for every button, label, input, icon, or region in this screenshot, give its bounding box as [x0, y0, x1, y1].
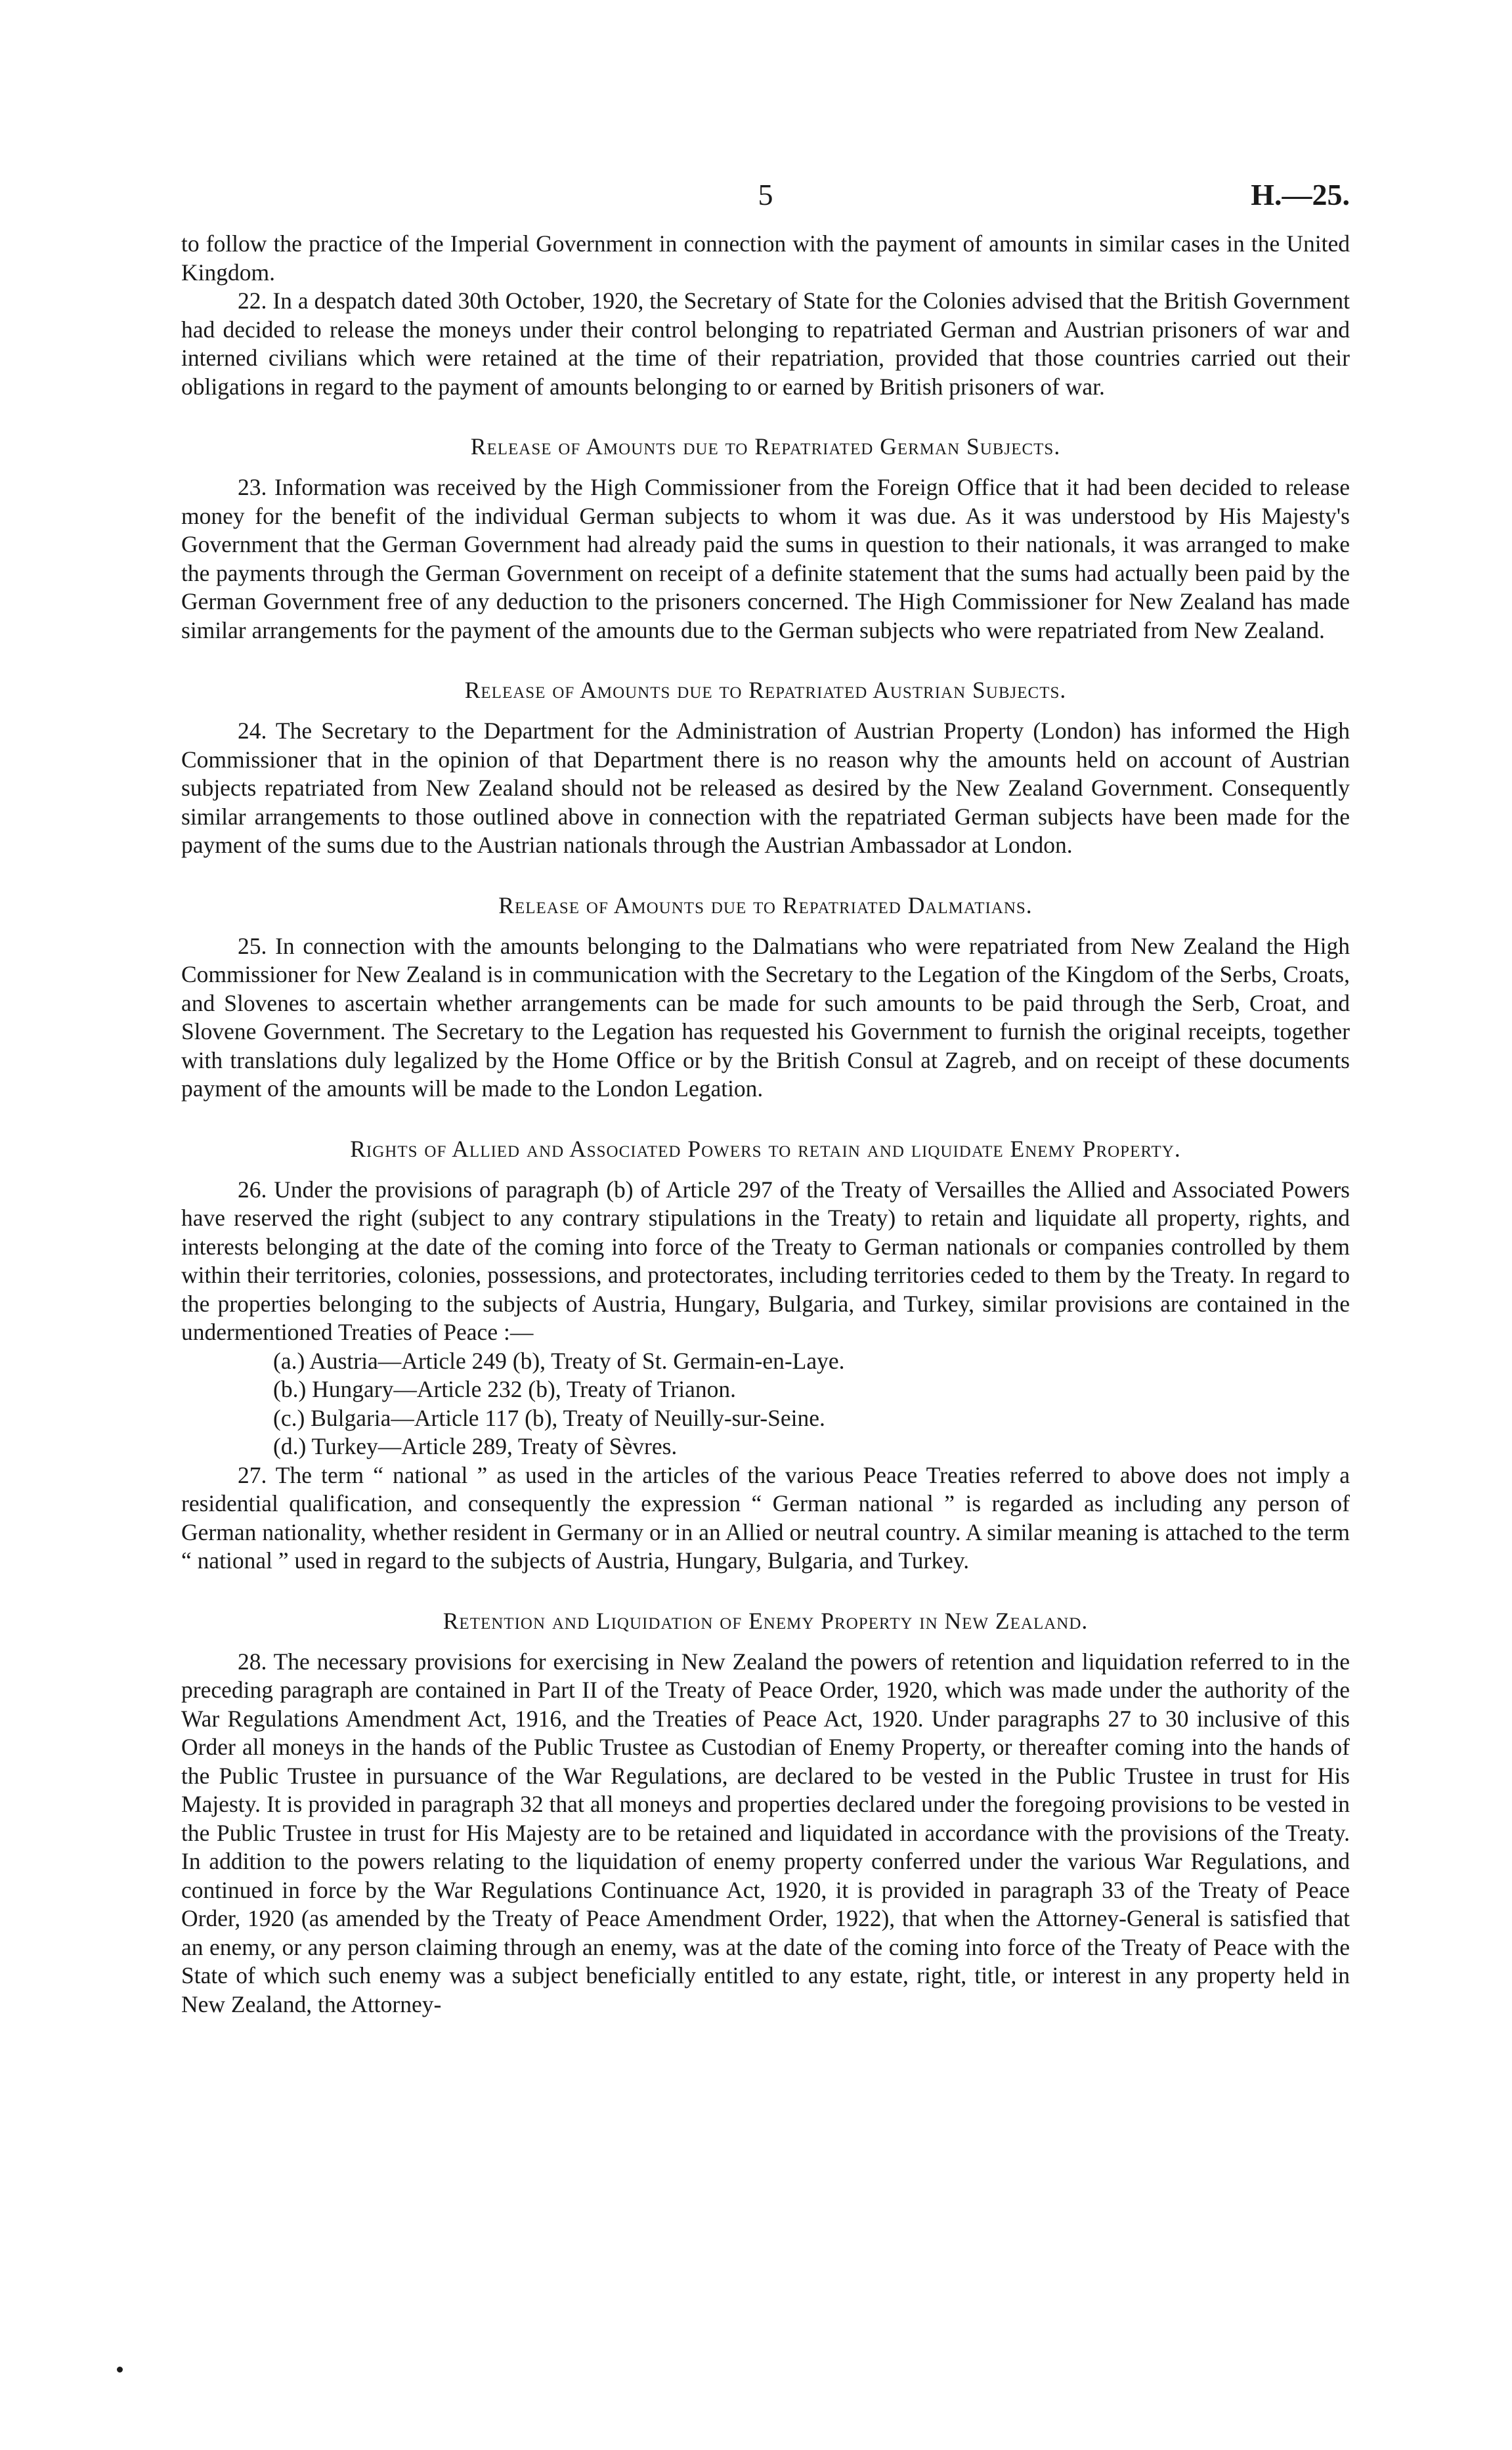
list-item: (b.) Hungary—Article 232 (b), Treaty of Trianon.: [273, 1376, 736, 1402]
paragraph-24: 24. The Secretary to the Department for the Administration of Austrian Property (London) has informed the High Commissioner that in the opinion of that Department there is no reason why the amounts held on account of Austrian subjects repatriated from New Zealand should not be released as desired by the New Zealand Government. Consequently similar arrangements to those outlined above in connection with the repatriated German subjects have been made for the payment of the sums due to the Austrian nationals through the Austrian Ambassador at London.: [181, 718, 1350, 858]
list-item: (a.) Austria—Article 249 (b), Treaty of St. Germain-en-Laye.: [273, 1347, 845, 1374]
paragraph-21-continued: to follow the practice of the Imperial Government in connection with the payment of amounts in similar cases in the United Kingdom.: [181, 230, 1350, 286]
heading-dalmatians: Release of Amounts due to Repatriated Dalmatians.: [498, 892, 1033, 918]
paragraph-23: 23. Information was received by the High Commissioner from the Foreign Office that it had been decided to release money for the benefit of the individual German subjects to whom it was due. As it was understood by His Majesty's Government that the German Government had already paid the sums in question to their nationals, it was arranged to make the payments through the German Government on receipt of a definite statement that the sums had actually been paid by the German Government free of any deduction to the prisoners concerned. The High Commissioner for New Zealand has made similar arrangements for the payment of the amounts due to the German subjects who were repatriated from New Zealand.: [181, 474, 1350, 643]
treaties-list: [181, 1347, 1350, 1461]
paragraph-28: 28. The necessary provisions for exercising in New Zealand the powers of retention and liquidation referred to in the preceding paragraph are contained in Part II of the Treaty of Peace Order, 1920, which was made under the authority of the War Regulations Amendment Act, 1916, and the Treaties of Peace Act, 1920. Under paragraphs 27 to 30 inclusive of this Order all moneys in the hands of the Public Trustee as Custodian of Enemy Property, or thereafter coming into the hands of the Public Trustee in pursuance of the War Regulations, are declared to be vested in the Public Trustee in trust for His Majesty. It is provided in paragraph 32 that all moneys and properties declared under the foregoing provisions to be vested in the Public Trustee in trust for His Majesty are to be retained and liquidated in accordance with the provisions of the Treaty. In addition to the powers relating to the liquidation of enemy property conferred under the various War Regulations, and continued in force by the War Regulations Continuance Act, 1920, it is provided in paragraph 33 of the Treaty of Peace Order, 1920 (as amended by the Treaty of Peace Amendment Order, 1922), that when the Attorney-General is satisfied that an enemy, or any person claiming through an enemy, was at the date of the coming into force of the Treaty of Peace with the State of which such enemy was a subject beneficially entitled to any estate, right, title, or interest in any property held in New Zealand, the Attorney-: [181, 1648, 1350, 2017]
list-item: (d.) Turkey—Article 289, Treaty of Sèvres.: [273, 1433, 678, 1459]
heading-retention-liquidation: Retention and Liquidation of Enemy Property in New Zealand.: [443, 1607, 1089, 1634]
paragraph-22: 22. In a despatch dated 30th October, 1920, the Secretary of State for the Colonies advised that the British Government had decided to release the moneys under their control belonging to repatriated German and Austrian prisoners of war and interned civilians which were retained at the time of their repatriation, provided that those countries carried out their obligations in regard to the payment of amounts belonging to or earned by British prisoners of war.: [181, 288, 1350, 400]
stray-ink-dot: [117, 2367, 123, 2373]
document-reference: H.—25.: [1251, 178, 1350, 211]
page-header: [181, 177, 1350, 230]
heading-austrian-subjects: Release of Amounts due to Repatriated Austrian Subjects.: [464, 677, 1067, 703]
list-item: (c.) Bulgaria—Article 117 (b), Treaty of Neuilly-sur-Seine.: [273, 1404, 825, 1431]
heading-allied-powers-rights: Rights of Allied and Associated Powers to retain and liquidate Enemy Property.: [350, 1135, 1181, 1162]
heading-german-subjects: Release of Amounts due to Repatriated German Subjects.: [470, 433, 1061, 460]
document-page: [181, 177, 1350, 2019]
paragraph-26: 26. Under the provisions of paragraph (b) of Article 297 of the Treaty of Versailles the Allied and Associated Powers have reserved the right (subject to any contrary stipulations in the Treaty) to retain and liquidate all property, rights, and interests belonging at the date of the coming into force of the Treaty to German nationals or companies controlled by them within their territories, colonies, possessions, and protectorates, including territories ceded to them by the Treaty. In regard to the properties belonging to the subjects of Austria, Hungary, Bulgaria, and Turkey, similar provisions are contained in the undermentioned Treaties of Peace :—: [181, 1176, 1350, 1345]
paragraph-25: 25. In connection with the amounts belonging to the Dalmatians who were repatriated from New Zealand the High Commissioner for New Zealand is in communication with the Secretary to the Legation of the Kingdom of the Serbs, Croats, and Slovenes to ascertain whether arrangements can be made for such amounts to be paid through the Serb, Croat, and Slovene Government. The Secretary to the Legation has requested his Government to furnish the original receipts, together with translations duly legalized by the Home Office or by the British Consul at Zagreb, and on receipt of these documents payment of the amounts will be made to the London Legation.: [181, 932, 1350, 1102]
page-number: 5: [758, 178, 773, 211]
paragraph-27: 27. The term “ national ” as used in the articles of the various Peace Treaties referred to above does not imply a residential qualification, and consequently the expression “ German national ” is regarded as including any person of German nationality, whether resident in Germany or in an Allied or neutral country. A similar meaning is attached to the term “ national ” used in regard to the subjects of Austria, Hungary, Bulgaria, and Turkey.: [181, 1461, 1350, 1574]
